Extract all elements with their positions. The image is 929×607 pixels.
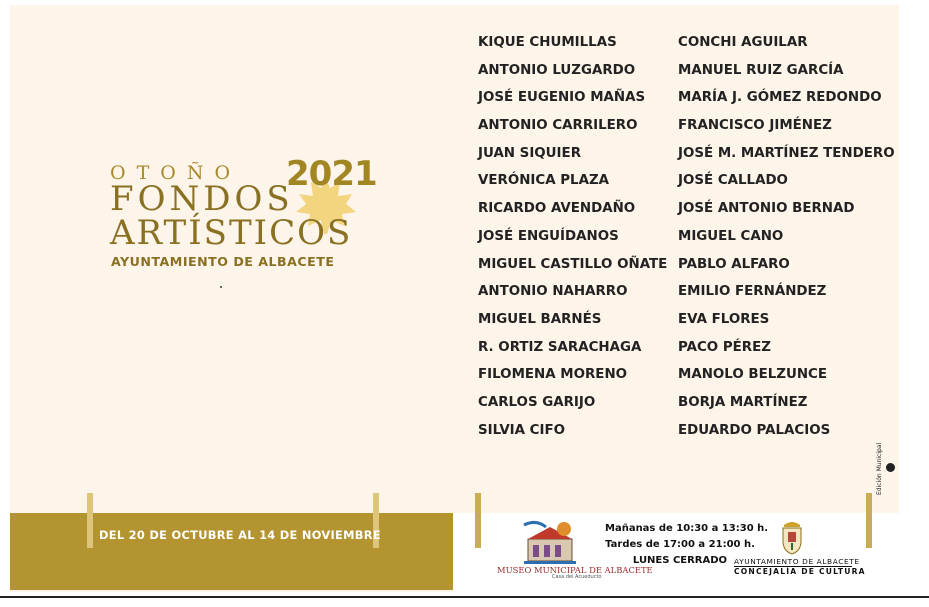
- artist-name: PABLO ALFARO: [678, 256, 790, 272]
- artist-name: EDUARDO PALACIOS: [678, 422, 831, 438]
- title-line-1: FONDOS: [110, 179, 294, 219]
- city-council-name: AYUNTAMIENTO DE ALBACETE: [734, 557, 860, 566]
- decorative-bar: [87, 493, 93, 548]
- afternoon-hours: Tardes de 17:00 a 21:00 h.: [605, 539, 755, 550]
- artist-name: JOSÉ EUGENIO MAÑAS: [478, 90, 646, 106]
- municipal-logo-icon: [886, 463, 895, 472]
- closed-day: LUNES CERRADO: [632, 555, 728, 566]
- artist-name: MIGUEL CANO: [678, 228, 784, 244]
- artist-list-right: [678, 33, 895, 448]
- artist-name: FRANCISCO JIMÉNEZ: [678, 118, 832, 134]
- department-name: CONCEJALÍA DE CULTURA: [734, 567, 866, 576]
- museum-name: MUSEO MUNICIPAL DE ALBACETE: [497, 565, 653, 575]
- title-line-2: ARTÍSTICOS: [110, 213, 353, 253]
- morning-hours: Mañanas de 10:30 a 13:30 h.: [605, 523, 769, 534]
- artist-name: RICARDO AVENDAÑO: [478, 201, 636, 217]
- artist-name: MIGUEL CASTILLO OÑATE: [478, 256, 668, 272]
- artist-name: CARLOS GARIJO: [478, 394, 596, 410]
- artist-name: JUAN SIQUIER: [478, 145, 581, 161]
- artist-list-left: [478, 33, 667, 448]
- artist-name: EVA FLORES: [678, 311, 770, 327]
- artist-name: ANTONIO LUZGARDO: [478, 62, 636, 78]
- decorative-bar: [866, 493, 872, 548]
- artist-name: FILOMENA MORENO: [478, 367, 628, 383]
- year-label: 2021: [286, 154, 377, 194]
- edition-credit: Edición Municipal: [876, 442, 883, 495]
- artist-name: VERÓNICA PLAZA: [478, 173, 610, 189]
- bottom-divider: [0, 596, 929, 598]
- artist-name: JOSÉ M. MARTÍNEZ TENDERO: [678, 145, 895, 161]
- artist-name: SILVIA CIFO: [478, 422, 566, 438]
- artist-name: JOSÉ CALLADO: [678, 173, 788, 189]
- decorative-bar: [475, 493, 481, 548]
- artist-name: MIGUEL BARNÉS: [478, 311, 602, 327]
- exhibition-dates: DEL 20 DE OCTUBRE AL 14 DE NOVIEMBRE: [99, 528, 381, 542]
- coat-of-arms-icon: [779, 519, 805, 555]
- museum-subtitle: Casa del Acueducto: [552, 574, 602, 580]
- artist-name: MANUEL RUIZ GARCÍA: [678, 62, 844, 78]
- artist-name: ANTONIO CARRILERO: [478, 118, 638, 134]
- museum-logo-icon: [520, 517, 580, 565]
- artist-name: EMILIO FERNÁNDEZ: [678, 284, 827, 300]
- artist-name: JOSÉ ENGUÍDANOS: [478, 228, 619, 244]
- artist-name: MARÍA J. GÓMEZ REDONDO: [678, 90, 882, 106]
- artist-name: MANOLO BELZUNCE: [678, 367, 828, 383]
- season-label: OTOÑO: [110, 162, 242, 184]
- artist-name: CONCHI AGUILAR: [678, 35, 808, 50]
- opening-hours: [605, 521, 769, 569]
- dates-band: [10, 513, 453, 590]
- artist-name: BORJA MARTÍNEZ: [678, 394, 808, 410]
- artist-name: R. ORTIZ SARACHAGA: [478, 339, 642, 355]
- artist-name: KIQUE CHUMILLAS: [478, 35, 617, 50]
- artist-name: JOSÉ ANTONIO BERNAD: [678, 201, 855, 217]
- artist-name: PACO PÉREZ: [678, 339, 771, 355]
- artist-name: ANTONIO NAHARRO: [478, 284, 628, 300]
- organizer-label: AYUNTAMIENTO DE ALBACETE: [111, 254, 335, 269]
- exhibition-title: [110, 154, 377, 273]
- decorative-dot: [220, 286, 222, 288]
